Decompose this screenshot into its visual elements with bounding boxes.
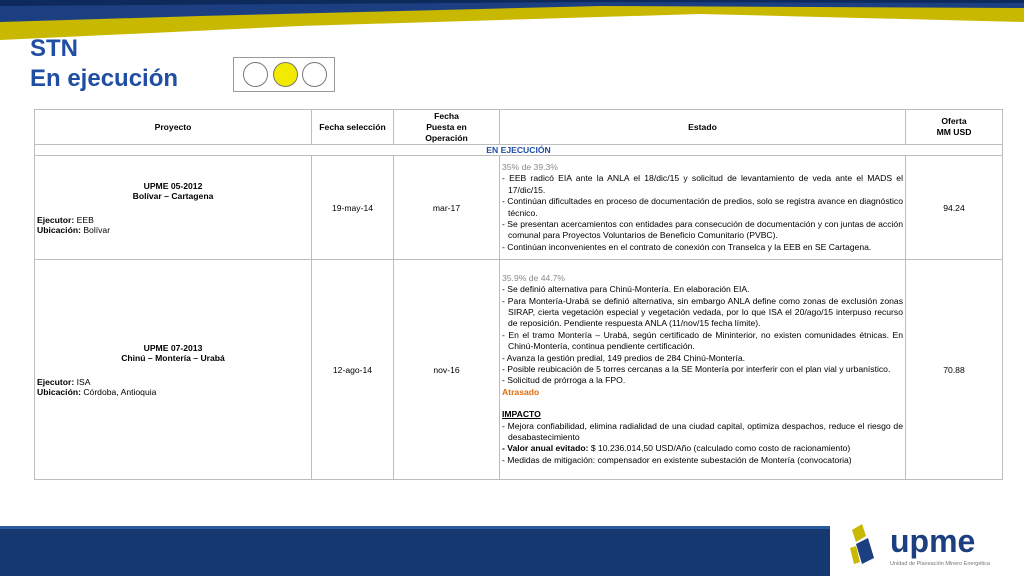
estado-item: - Se definió alternativa para Chinú-Montería. En elaboración EIA.	[502, 284, 750, 295]
header-oferta-line2: MM USD	[936, 127, 972, 137]
traffic-light-yellow-icon	[273, 62, 298, 87]
section-row	[35, 145, 1003, 156]
project-ejecutor	[37, 377, 309, 387]
ejecutor-label: Ejecutor:	[37, 214, 75, 225]
estado-item: - Se presentan acercamientos con entidades para consecución de documentación y con juntas de acción comunal para Proyectos Voluntarios de Beneficio Comunitario (PVBC).	[502, 218, 903, 241]
atrasado-status: Atrasado	[502, 386, 540, 397]
title-line-2: En ejecución	[30, 65, 179, 92]
ubicacion-value: Córdoba, Antioquia	[83, 386, 157, 397]
header-oferta	[906, 110, 1003, 145]
header-proyecto: Proyecto	[35, 110, 312, 145]
project-ejecutor	[37, 215, 309, 225]
upme-logo	[848, 518, 1018, 574]
estado-item: - Continúan dificultades en proceso de documentación de predios, solo se registra avance en diagnóstico técnico.	[502, 196, 903, 218]
upme-logo-tagline: Unidad de Planeación Minero Energética	[890, 561, 990, 567]
ejecutor-value: ISA	[76, 376, 91, 387]
header-fecha-seleccion: Fecha selección	[312, 110, 394, 145]
project-cell	[35, 156, 312, 260]
estado-item: - EEB radicó EIA ante la ANLA el 18/dic/15 y solicitud de levantamiento de veda ante el MADS el 17/dic/15.	[502, 173, 903, 195]
impacto-item	[502, 443, 903, 454]
ubicacion-value: Bolívar	[83, 224, 111, 235]
section-label: EN EJECUCIÓN	[35, 145, 1003, 156]
traffic-light-off-icon	[302, 62, 327, 87]
table-row	[35, 156, 1003, 260]
upme-logo-text: upme	[890, 523, 976, 559]
table-header-row	[35, 110, 1003, 145]
project-cell	[35, 260, 312, 480]
footer-decorative-band	[0, 526, 830, 576]
estado-item: - Solicitud de prórroga a la FPO.	[502, 375, 626, 386]
impacto-valor-label: - Valor anual evitado:	[502, 443, 589, 454]
project-code: UPME 07-2013	[143, 342, 203, 353]
header-fecha-puesta-line1: Fecha	[434, 110, 459, 121]
title-line-1: STN	[30, 35, 78, 62]
ubicacion-label: Ubicación:	[37, 224, 81, 235]
upme-logo-icon	[848, 518, 1018, 574]
fecha-puesta-cell: mar-17	[394, 156, 500, 260]
fecha-seleccion-cell: 12-ago-14	[312, 260, 394, 480]
header-fecha-puesta-line2: Puesta en	[426, 121, 467, 132]
impacto-item: - Mejora confiabilidad, elimina radialidad de una ciudad capital, optimiza despachos, reduce el riesgo de desabastecimiento	[502, 420, 903, 443]
ubicacion-label: Ubicación:	[37, 386, 81, 397]
projects-table	[34, 109, 1003, 480]
project-ubicacion	[37, 225, 309, 235]
estado-item: - Para Montería-Urabá se definió alternativa, sin embargo ANLA define como zonas de exclusión zonas SIRAP, cierta vegetación especial y vegetación vedada, por lo que ISA el 20/ago/15 interpuso recurso de reposición. Pendiente respuesta ANLA (11/nov/15 fecha límite).	[502, 295, 903, 329]
estado-cell	[500, 156, 906, 260]
traffic-light-off-icon	[243, 62, 268, 87]
table-row	[35, 260, 1003, 480]
header-fecha-puesta	[394, 110, 500, 145]
progress-text: 35% de 39.3%	[502, 161, 558, 172]
progress-text: 35.9% de 44.7%	[502, 272, 566, 283]
header-fecha-puesta-line3: Operación	[425, 132, 468, 143]
project-name: Bolívar – Cartagena	[132, 190, 214, 201]
estado-item: - Continúan inconvenientes en el contrato de conexión con Transelca y la EEB en SE Cartagena.	[502, 241, 872, 252]
oferta-cell: 70.88	[906, 260, 1003, 480]
fecha-puesta-cell: nov-16	[394, 260, 500, 480]
project-ubicacion	[37, 387, 309, 397]
estado-item: - Posible reubicación de 5 torres cercanas a la SE Montería por interferir con el plan vial y urbanístico.	[502, 364, 891, 374]
page-title	[30, 34, 178, 94]
fecha-seleccion-cell: 19-may-14	[312, 156, 394, 260]
impacto-item: - Medidas de mitigación: compensador en existente subestación de Montería (convocatoria)	[502, 454, 852, 465]
header-estado: Estado	[500, 110, 906, 145]
oferta-cell: 94.24	[906, 156, 1003, 260]
project-name: Chinú – Montería – Urabá	[121, 352, 225, 363]
impacto-valor-value: $ 10.236.014,50 USD/Año (calculado como costo de racionamiento)	[588, 443, 851, 454]
spacer	[502, 398, 903, 409]
project-code: UPME 05-2012	[143, 180, 203, 191]
ejecutor-value: EEB	[76, 214, 94, 225]
estado-item: - En el tramo Montería – Urabá, según certificado de Mininterior, no existen comunidades étnicas. En Chinú-Montería, continua pendiente certificación.	[502, 329, 903, 352]
header-oferta-line1: Oferta	[941, 116, 967, 126]
estado-item: - Avanza la gestión predial, 149 predios de 284 Chinú-Montería.	[502, 352, 746, 363]
estado-cell	[500, 260, 906, 480]
impacto-title: IMPACTO	[502, 409, 541, 420]
ejecutor-label: Ejecutor:	[37, 376, 75, 387]
traffic-light-indicator	[233, 57, 335, 92]
